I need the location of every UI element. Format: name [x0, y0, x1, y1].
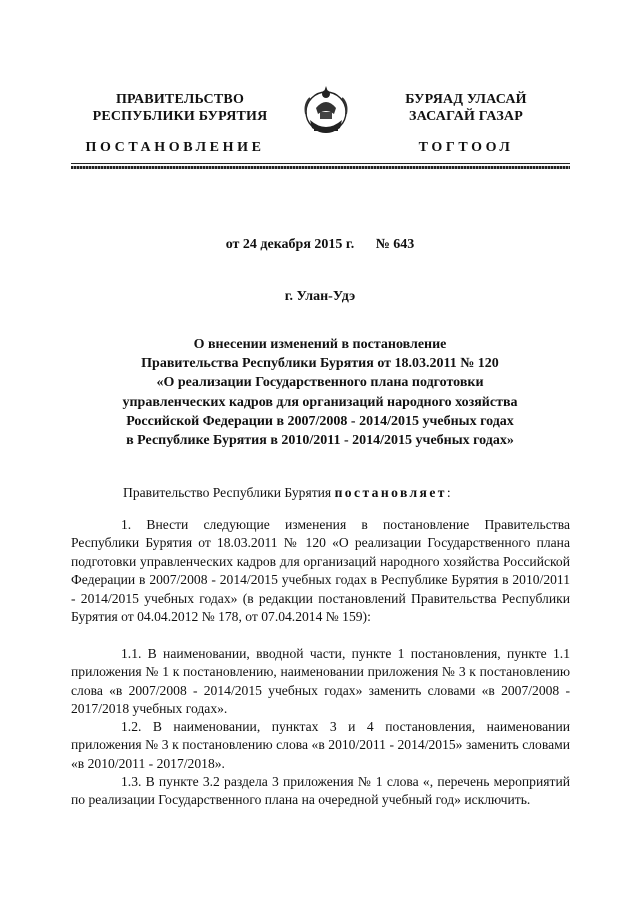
preamble-text: Правительство Республики Бурятия: [123, 485, 335, 500]
header-divider-thick: [71, 166, 570, 169]
issuer-russian-line1: ПРАВИТЕЛЬСТВО: [115, 92, 245, 107]
issuer-buryat-line2: ЗАСАГАЙ ГАЗАР: [408, 109, 523, 124]
title-line: управленческих кадров для организаций народного хозяйства: [122, 394, 518, 410]
issuer-russian: [92, 91, 268, 125]
paragraph-1-3: 1.3. В пункте 3.2 раздела 3 приложения № 1 слова «, перечень мероприятий по реализации Государственного плана на очередной учебный год» исключить.: [71, 774, 570, 808]
preamble: [123, 485, 451, 501]
issuer-russian-line2: РЕСПУБЛИКИ БУРЯТИЯ: [92, 109, 268, 124]
paragraph-1: 1. Внести следующие изменения в постановление Правительства Республики Бурятия от 18.03.2011 № 120 «О реализации Государственного плана подготовки управленческих кадров для организаций народного хозяйства Российской Федерации в 2007/2008 - 2014/2015 учебных годах в Республике Бурятия в 2010/2011 - 2014/2015 учебных годах» (в редакции постановлений Правительства Республики Бурятия от 04.04.2012 № 178, от 07.04.2014 № 159):: [71, 517, 570, 625]
preamble-resolves: постановляет: [334, 485, 447, 500]
header-divider-thin: [71, 163, 570, 164]
city: г. Улан-Удэ: [284, 289, 356, 304]
doc-type-buryat: ТОГТООЛ: [418, 140, 514, 155]
title-line: Правительства Республики Бурятия от 18.03.2011 № 120: [141, 356, 499, 372]
paragraph-1-2: 1.2. В наименовании, пунктах 3 и 4 постановления, наименовании приложения № 3 к постановлению слова «в 2010/2011 - 2014/2015» заменить словами «в 2010/2011 - 2017/2018».: [71, 719, 570, 771]
doc-type-russian: ПОСТАНОВЛЕНИЕ: [85, 140, 265, 155]
title-line: «О реализации Государственного плана подготовки: [156, 375, 484, 391]
title-line: Российской Федерации в 2007/2008 - 2014/2015 учебных годах: [126, 413, 514, 429]
document-date: от 24 декабря 2015 г.: [225, 237, 355, 252]
issuer-buryat-line1: БУРЯАД УЛАСАЙ: [405, 92, 527, 107]
date-number-line: [0, 237, 640, 253]
paragraph-1-1: 1.1. В наименовании, вводной части, пункте 1 постановления, пункте 1.1 приложения № 1 к постановлению, наименовании приложения № 3 к постановлению слова «в 2007/2008 - 2014/2015 учебных годах» заменить словами «в 2007/2008 - 2017/2018 учебных годах».: [71, 646, 570, 717]
issuer-buryat: [381, 91, 551, 125]
document-number: № 643: [375, 237, 415, 252]
document-title: [100, 335, 540, 450]
coat-of-arms-icon: [300, 84, 352, 140]
title-line: О внесении изменений в постановление: [193, 337, 447, 352]
preamble-colon: :: [446, 485, 451, 500]
title-line: в Республике Бурятия в 2010/2011 - 2014/2015 учебных годах»: [126, 433, 514, 449]
